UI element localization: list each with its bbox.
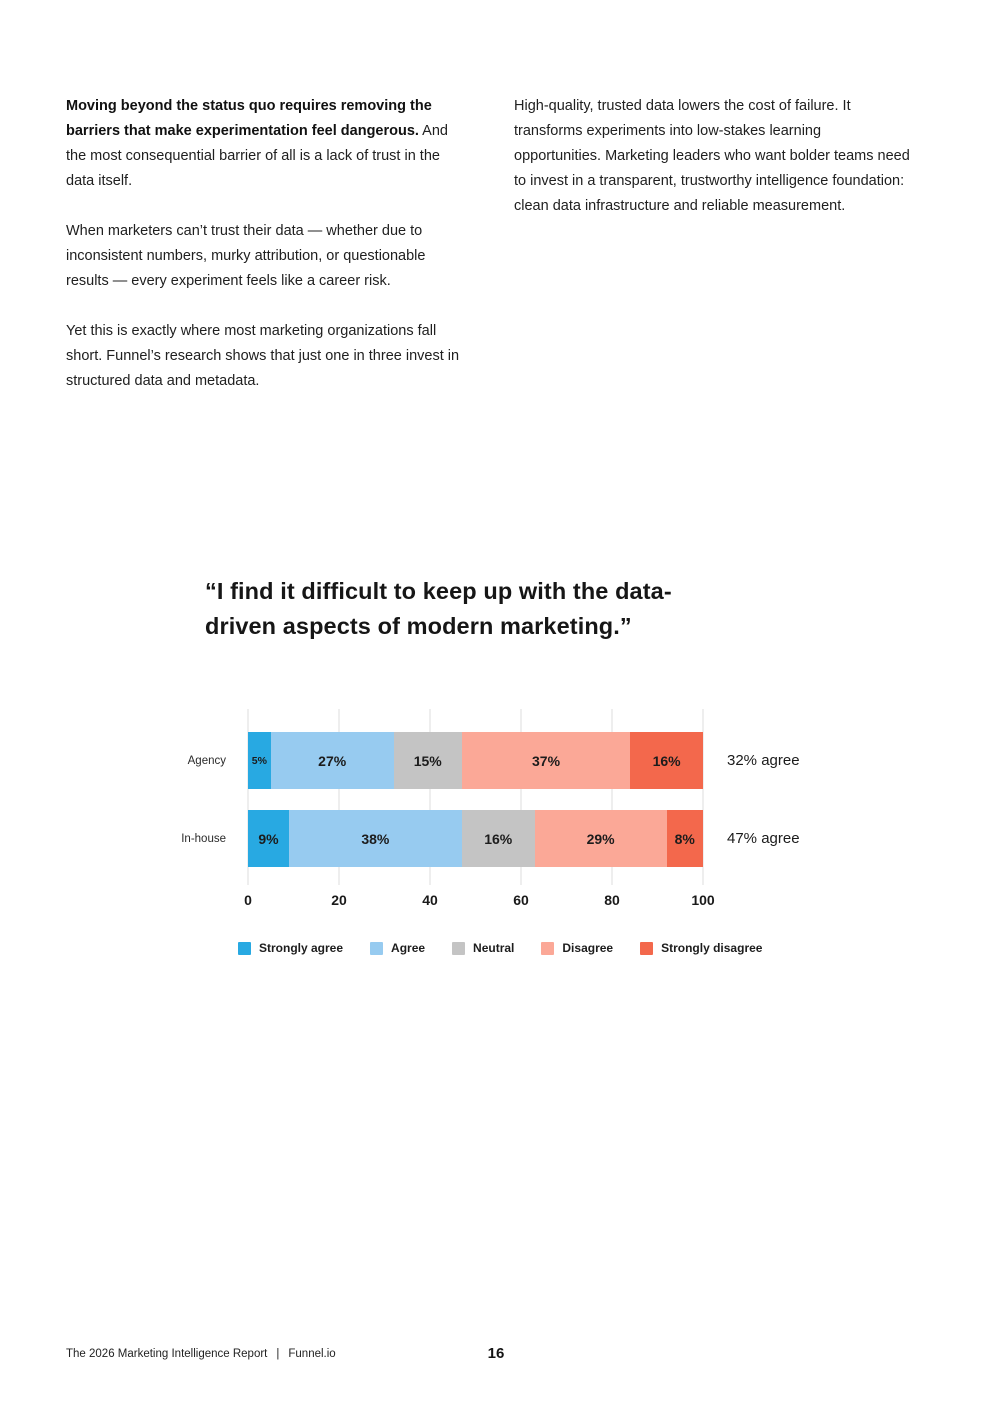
bar-segment: 27% — [271, 732, 394, 789]
legend-label: Strongly agree — [259, 941, 344, 955]
x-axis-tick-label: 100 — [691, 892, 715, 908]
legend-swatch — [238, 942, 251, 955]
legend-label: Disagree — [562, 941, 614, 955]
x-axis-tick-label: 0 — [244, 892, 252, 908]
legend-swatch — [370, 942, 383, 955]
bar-row — [248, 732, 703, 789]
x-axis-tick-label: 20 — [331, 892, 347, 908]
body-column-left — [66, 94, 464, 419]
legend-swatch — [640, 942, 653, 955]
bar-annotation: 32% agree — [727, 752, 800, 769]
x-axis-tick-label: 80 — [604, 892, 620, 908]
bar-category-label: In-house — [181, 832, 226, 845]
page-number: 16 — [487, 1345, 505, 1362]
legend-label: Agree — [391, 941, 426, 955]
chart-legend — [238, 941, 762, 955]
legend-item — [238, 941, 343, 955]
paragraph — [66, 94, 464, 194]
pull-quote-line: driven aspects of modern marketing.” — [205, 613, 632, 639]
bar-segment: 16% — [462, 810, 535, 867]
legend-label: Neutral — [473, 941, 515, 955]
pull-quote-line: “I find it difficult to keep up with the data- — [205, 578, 672, 604]
legend-item — [541, 941, 613, 955]
legend-item — [370, 941, 425, 955]
bar-annotation: 47% agree — [727, 830, 800, 847]
legend-swatch — [452, 942, 465, 955]
x-axis-tick-label: 40 — [422, 892, 438, 908]
bar-segment: 37% — [462, 732, 630, 789]
footer-divider: | — [276, 1348, 280, 1360]
x-axis-tick-label: 60 — [513, 892, 529, 908]
legend-item — [640, 941, 762, 955]
legend-swatch — [541, 942, 554, 955]
legend-label: Strongly disagree — [661, 941, 763, 955]
paragraph: High-quality, trusted data lowers the cost of failure. It transforms experiments into low-stakes learning opportunities. Marketing leaders who want bolder teams need to invest in a transparent, trustworthy intelligence foundation: clean data infrastructure and reliable measurement. — [514, 98, 910, 214]
chart-x-axis — [244, 892, 715, 912]
bar-segment: 16% — [630, 732, 703, 789]
bar-row — [248, 810, 703, 867]
footer-report-title: The 2026 Marketing Intelligence Report — [66, 1348, 268, 1360]
bar-category-label: Agency — [187, 754, 226, 767]
bar-segment: 5% — [248, 732, 271, 789]
paragraph-text: And the most consequential barrier of all is a lack of trust in the data itself. — [66, 123, 448, 189]
bar-segment: 15% — [394, 732, 462, 789]
footer-brand: Funnel.io — [288, 1348, 336, 1360]
pull-quote — [205, 574, 805, 644]
bar-segment: 9% — [248, 810, 289, 867]
paragraph: Yet this is exactly where most marketing organizations fall short. Funnel’s research shows that just one in three invest in structured data and metadata. — [66, 323, 460, 389]
bar-segment: 38% — [289, 810, 462, 867]
bar-segment: 8% — [667, 810, 703, 867]
legend-item — [452, 941, 514, 955]
bar-segment: 29% — [535, 810, 667, 867]
paragraph-lead-bold: Moving beyond the status quo requires removing the barriers that make experimentation feel dangerous. — [66, 98, 432, 139]
paragraph: When marketers can’t trust their data — whether due to inconsistent numbers, murky attribution, or questionable results — every experiment feels like a career risk. — [66, 223, 426, 289]
body-column-right — [514, 94, 912, 244]
